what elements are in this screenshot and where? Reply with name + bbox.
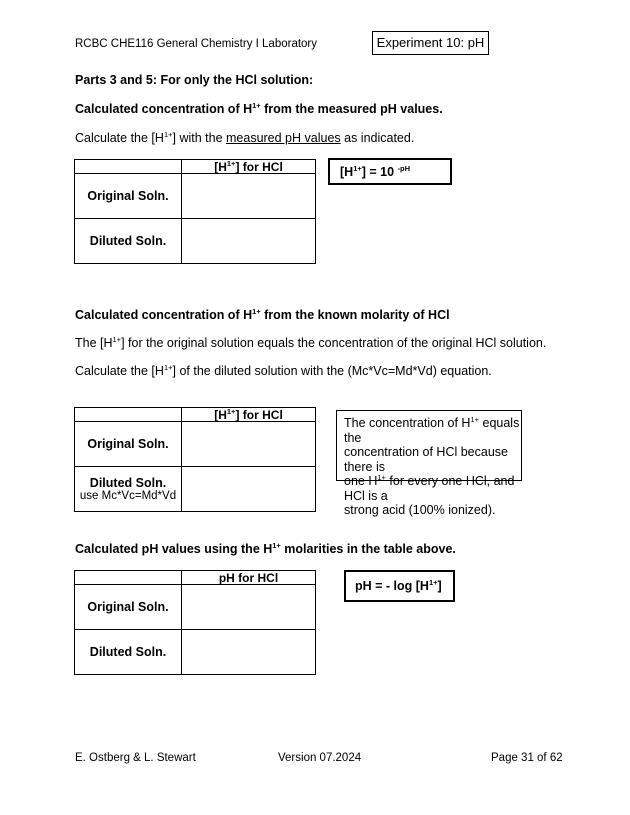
- footer-authors: E. Ostberg & L. Stewart: [75, 752, 196, 764]
- note-line-1: The concentration of $H^{1+}$ equals the: [344, 415, 520, 445]
- note-line-4: strong acid (100% ionized).: [344, 503, 496, 517]
- column-header: $[H^{1+}]$ for HCl: [182, 160, 316, 174]
- footer-version: Version 07.2024: [278, 752, 362, 764]
- section2-heading: Calculated concentration of $H^{1+}$ from the known molarity of HCl: [75, 307, 450, 322]
- row-label-diluted: Diluted Soln.: [75, 630, 182, 675]
- row-label-original: Original Soln.: [75, 585, 182, 630]
- answer-cell-diluted[interactable]: [182, 467, 316, 512]
- answer-cell-original[interactable]: [182, 174, 316, 219]
- parts-heading: Parts 3 and 5: For only the HCl solution:: [75, 73, 314, 87]
- row-label-diluted-title: Diluted Soln.: [89, 476, 167, 490]
- answer-cell-diluted[interactable]: [182, 219, 316, 264]
- known-molarity-table: [74, 407, 316, 512]
- section3-heading: Calculated pH values using the $H^{1+}$ molarities in the table above.: [75, 541, 456, 556]
- row-label-original: Original Soln.: [75, 174, 182, 219]
- note-line-2: concentration of HCl because there is: [344, 445, 508, 474]
- explanation-note-box: [336, 410, 522, 517]
- h-concentration-formula-box: $[H^{1+}] = 10$ $^{-pH}$: [328, 158, 452, 185]
- table-corner-cell: [75, 408, 182, 422]
- section2-paragraph-2: Calculate the $[H^{1+}]$ of the diluted solution with the (Mc*Vc=Md*Vd) equation.: [75, 363, 492, 378]
- section1-instruction: Calculate the $[H^{1+}]$ with the measured pH values as indicated.: [75, 130, 415, 145]
- measured-ph-table: [74, 159, 316, 264]
- table-corner-cell: [75, 160, 182, 174]
- row-label-original: Original Soln.: [75, 422, 182, 467]
- experiment-label: Experiment 10: pH: [372, 31, 489, 55]
- row-label-diluted: Diluted Soln.: [75, 219, 182, 264]
- footer-page-number: Page 31 of 62: [491, 752, 563, 764]
- note-line-3: one $H^{1+}$ for every one HCl, and HCl is a: [344, 473, 515, 503]
- calculated-ph-table: [74, 570, 316, 675]
- row-label-diluted: [75, 467, 182, 512]
- ph-formula-box: pH = - $\log [H^{1+}]$: [344, 570, 455, 602]
- column-header: pH for HCl: [182, 571, 316, 585]
- answer-cell-original[interactable]: [182, 422, 316, 467]
- row-label-diluted-hint: use Mc*Vc=Md*Vd: [79, 490, 177, 502]
- answer-cell-original[interactable]: [182, 585, 316, 630]
- course-title: RCBC CHE116 General Chemistry I Laboratory: [75, 38, 318, 50]
- section2-paragraph-1: The $[H^{1+}]$ for the original solution equals the concentration of the original HCl solution.: [75, 335, 547, 350]
- answer-cell-diluted[interactable]: [182, 630, 316, 675]
- table-corner-cell: [75, 571, 182, 585]
- section1-heading: Calculated concentration of $H^{1+}$ from the measured pH values.: [75, 101, 443, 116]
- column-header: $[H^{1+}]$ for HCl: [182, 408, 316, 422]
